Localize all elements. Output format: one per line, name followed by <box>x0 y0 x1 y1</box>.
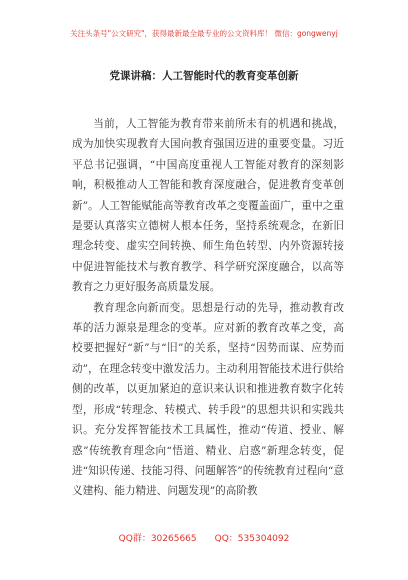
document-body <box>72 114 344 502</box>
paragraph: 当前，人工智能为教育带来前所未有的机遇和挑战，成为加快实现教育大国向教育强国迈进的重要变量。习近平总书记强调，“中国高度重视人工智能对教育的深刻影响，积极推动人工智能和教育深度融合，促进教育变革创新”。人工智能赋能高等教育改革之变覆盖面广，重中之重是要认真落实立德树人根本任务，坚持系统观念，在新旧理念转变、虚实空间转换、师生角色转型、内外资源转接中促进智能技术与教育教学、科学研究深度融合，以高等教育之力更好服务高质量发展。 <box>72 118 344 294</box>
footer-contact <box>0 531 408 544</box>
document-title: 党课讲稿：人工智能时代的教育变革创新 <box>109 70 299 82</box>
footer-qq-group: QQ群：30265665 <box>118 534 197 544</box>
header-banner: 关注头条号"公文研究"，获得最新最全最专业的公文资料库！ 微信：gongwenyj <box>70 29 338 38</box>
paragraph: 教育理念向新而变。思想是行动的先导，推动教育改革的活力源泉是理念的变革。应对新的教育改革之变，高校要把握好“新”与“旧”的关系，坚持“因势而谋、应势而动”，在理念转变中激发活力。主动利用智能技术进行供给侧的改革，以更加紧迫的意识来认识和推进教育数字化转型，形成“转理念、转模式、转手段”的思想共识和实践共识。充分发挥智能技术工具属性，推动“传道、授业、解惑”传统教育理念向“悟道、精业、启惑”新理念转变，促进“知识传递、技能习得、问题解答”的传统教育过程向“意义建构、能力精进、问题发现”的高阶教 <box>72 301 344 498</box>
footer-qq: QQ：535304092 <box>214 534 290 544</box>
